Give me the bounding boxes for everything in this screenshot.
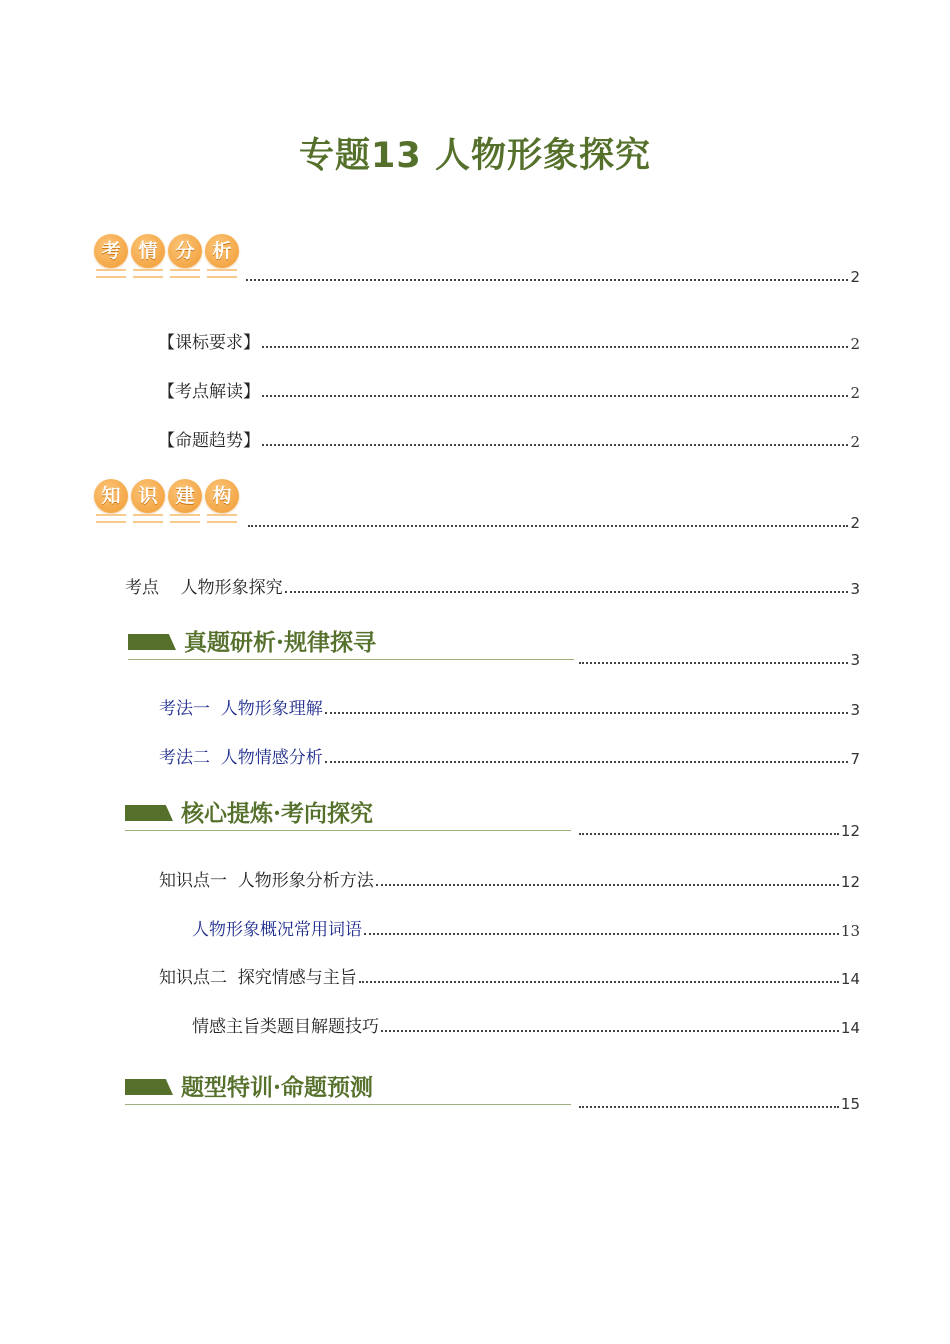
toc-label: 考点 人物形象探究 xyxy=(125,578,283,598)
toc-label: 知识点二 探究情感与主旨 xyxy=(159,968,357,988)
toc-label: 【考点解读】 xyxy=(158,382,260,402)
page-number: 12 xyxy=(840,822,860,840)
badge-char: 构 xyxy=(205,479,239,513)
badge-char: 考 xyxy=(94,234,128,268)
page-number: 2 xyxy=(850,433,860,451)
banner-title: 题型特训·命题预测 xyxy=(181,1074,374,1101)
toc-entry-hexin[interactable] xyxy=(577,818,860,840)
toc-entry-knowledge[interactable] xyxy=(246,510,860,532)
toc-label: 考法一 人物形象理解 xyxy=(159,699,323,719)
page-number: 2 xyxy=(850,268,860,286)
badge-char: 情 xyxy=(131,234,165,268)
toc-label: 考法二 人物情感分析 xyxy=(159,748,323,768)
page-number: 3 xyxy=(850,701,860,719)
page-number: 3 xyxy=(850,651,860,669)
toc-entry-ciyu[interactable] xyxy=(192,918,860,940)
page-number: 3 xyxy=(850,580,860,598)
badge-char: 知 xyxy=(94,479,128,513)
toc-label: 情感主旨类题目解题技巧 xyxy=(192,1017,379,1037)
toc-entry-zsd1[interactable] xyxy=(159,869,860,891)
page-number: 2 xyxy=(850,514,860,532)
knowledge-badge-header xyxy=(94,479,239,525)
toc-entry-tixing[interactable] xyxy=(577,1091,860,1113)
toc-label: 【课标要求】 xyxy=(158,333,260,353)
toc-entry-zsd2[interactable] xyxy=(159,966,860,988)
banner-zhenti xyxy=(128,626,574,660)
page-number: 14 xyxy=(840,970,860,988)
toc-entry-kaodian[interactable] xyxy=(125,576,860,598)
toc-entry-mingti[interactable] xyxy=(158,429,860,451)
toc-entry-kaofa1[interactable] xyxy=(159,697,860,719)
banner-tixing xyxy=(125,1071,571,1105)
page-number: 7 xyxy=(850,750,860,768)
page-number: 14 xyxy=(840,1019,860,1037)
page-title: 专题13 人物形象探究 xyxy=(299,136,651,176)
banner-title: 真题研析·规律探寻 xyxy=(184,629,377,656)
badge-char: 分 xyxy=(168,234,202,268)
toc-entry-analysis[interactable] xyxy=(244,264,860,286)
page-number: 12 xyxy=(840,873,860,891)
toc-entry-kebiao[interactable] xyxy=(158,331,860,353)
page-number: 13 xyxy=(840,922,860,940)
page-number: 15 xyxy=(840,1095,860,1113)
toc-entry-zhenti[interactable] xyxy=(577,647,860,669)
analysis-badge-header xyxy=(94,234,239,280)
toc-label: 【命题趋势】 xyxy=(158,431,260,451)
toc-label: 知识点一 人物形象分析方法 xyxy=(159,871,374,891)
page-number: 2 xyxy=(850,384,860,402)
page-number: 2 xyxy=(850,335,860,353)
badge-char: 识 xyxy=(131,479,165,513)
banner-title: 核心提炼·考向探究 xyxy=(181,800,374,827)
toc-label: 人物形象概况常用词语 xyxy=(192,920,362,940)
toc-entry-jiqiao[interactable] xyxy=(192,1015,860,1037)
badge-char: 建 xyxy=(168,479,202,513)
toc-entry-kaodian-jiedu[interactable] xyxy=(158,380,860,402)
banner-hexin xyxy=(125,797,571,831)
toc-entry-kaofa2[interactable] xyxy=(159,746,860,768)
badge-char: 析 xyxy=(205,234,239,268)
